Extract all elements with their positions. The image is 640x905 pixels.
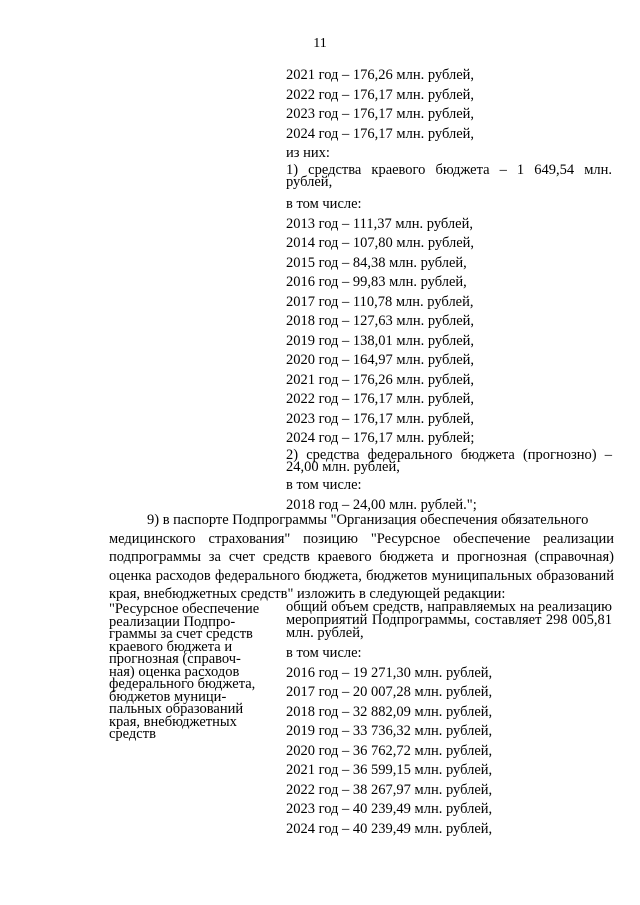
year-line: 2017 год – 110,78 млн. рублей, [286,293,474,310]
label-line: бюджетов муници- [109,688,227,705]
year-line: 2016 год – 19 271,30 млн. рублей, [286,664,493,681]
label-line: прогнозная (справоч- [109,651,241,667]
item-9-first-line: 9) в паспорте Подпрограммы "Организация обеспечения обязательного [147,512,589,528]
label-line: пальных образований [109,701,244,717]
year-line: 2024 год – 176,17 млн. рублей; [286,430,475,446]
label-line: ная) оценка расходов [109,663,240,680]
year-line: 2023 год – 176,17 млн. рублей, [286,106,475,122]
total-volume-block [286,601,612,648]
year-line: 2020 год – 164,97 млн. рублей, [286,352,475,368]
year-line: 2021 год – 36 599,15 млн. рублей, [286,762,493,778]
top-funding-block [286,67,612,165]
year-line: 2022 год – 38 267,97 млн. рублей, [286,781,493,798]
regional-budget-block [286,164,612,196]
label-line: краевого бюджета и [109,638,233,655]
including-label: в том числе: [286,196,362,212]
label-line: реализации Подпро- [109,613,236,630]
year-line: 2019 год – 33 736,32 млн. рублей, [286,723,493,739]
label-line: средств [109,726,156,742]
program-years-block [286,645,612,840]
item-9-rest: медицинского страхования" позицию "Ресурсное обеспечение реализации подпрограммы за счет средств краевого бюджета и прогнозная (справочная) оценка расходов федерального бюджета, бюджетов муниципальных образований края, внебюджетных средств" изложить в следующей редакции: [109,530,614,602]
year-line: 2023 год – 176,17 млн. рублей, [286,410,475,427]
label-line: федерального бюджета, [109,676,256,692]
of-them-label: из них: [286,145,330,161]
label-line: "Ресурсное обеспечение [109,601,260,617]
year-line: 2024 год – 40 239,49 млн. рублей, [286,820,493,837]
regional-years-block [286,196,612,450]
label-line: края, внебюджетных [109,713,237,730]
label-line: граммы за счет средств [109,626,253,642]
year-line: 2018 год – 32 882,09 млн. рублей, [286,703,493,720]
year-line: 2013 год – 111,37 млн. рублей, [286,215,473,232]
year-line: 2022 год – 176,17 млн. рублей, [286,391,475,407]
year-line: 2023 год – 40 239,49 млн. рублей, [286,801,493,817]
year-line: 2017 год – 20 007,28 млн. рублей, [286,684,493,700]
year-line: 2024 год – 176,17 млн. рублей, [286,125,475,142]
year-line: 2021 год – 176,26 млн. рублей, [286,371,475,388]
year-line: 2014 год – 107,80 млн. рублей, [286,235,475,251]
year-line: 2018 год – 24,00 млн. рублей."; [286,496,477,513]
year-line: 2018 год – 127,63 млн. рублей, [286,313,475,329]
year-line: 2015 год – 84,38 млн. рублей, [286,254,467,271]
year-line: 2021 год – 176,26 млн. рублей, [286,67,475,83]
year-line: 2022 год – 176,17 млн. рублей, [286,86,475,103]
page-number: 11 [313,36,327,51]
regional-budget-text: 1) средства краевого бюджета – 1 649,54 млн. рублей, [286,162,612,190]
item-9-paragraph [109,511,614,604]
federal-budget-text: 2) средства федерального бюджета (прогнозно) – 24,00 млн. рублей, [286,447,612,475]
year-line: 2016 год – 99,83 млн. рублей, [286,274,467,290]
year-line: 2019 год – 138,01 млн. рублей, [286,332,475,349]
including-label: в том числе: [286,477,362,493]
resource-provision-label [109,603,269,741]
year-line: 2020 год – 36 762,72 млн. рублей, [286,742,493,759]
including-label: в том числе: [286,645,362,661]
total-volume-text: общий объем средств, направляемых на реализацию мероприятий Подпрограммы, составляет 298 005,81 млн. рублей, [286,599,612,641]
